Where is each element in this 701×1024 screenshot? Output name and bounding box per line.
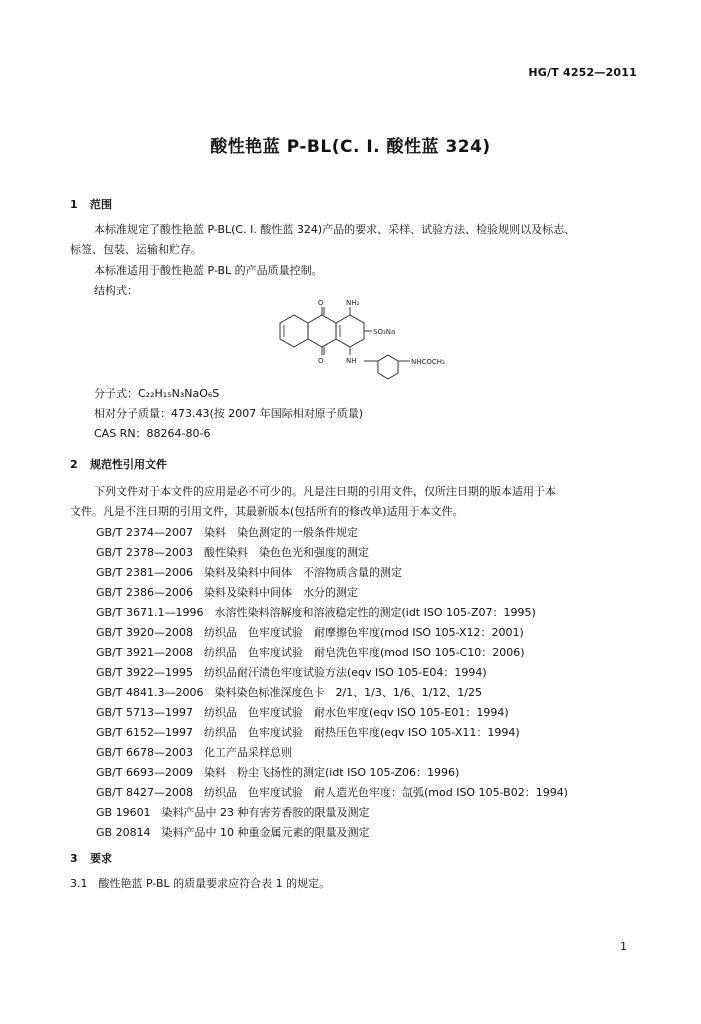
- anilide-ring: [378, 355, 398, 379]
- reference-item: GB/T 6152—1997 纺织品 色牢度试验 耐热压色牢度(eqv ISO 105-X11：1994): [96, 726, 520, 739]
- section-1-heading: [70, 196, 112, 212]
- sulfonate-group: SO₃Na: [373, 328, 396, 336]
- amino-group: NH₂: [346, 299, 360, 307]
- reference-item: GB/T 6678—2003 化工产品采样总则: [96, 746, 292, 759]
- reference-item: GB/T 4841.3—2006 染料染色标准深度色卡 2/1、1/3、1/6、1/12、1/25: [96, 686, 482, 699]
- clause-3-1-text: 酸性艳蓝 P-BL 的质量要求应符合表 1 的规定。: [98, 877, 331, 890]
- section-2-number: 2: [70, 458, 78, 471]
- section-1-title: 范围: [90, 198, 112, 211]
- reference-item: GB/T 3920—2008 纺织品 色牢度试验 耐摩擦色牢度(mod ISO 105-X12：2001): [96, 626, 524, 639]
- molecular-mass: 相对分子质量：473.43(按 2007 年国际相对原子质量): [94, 407, 364, 420]
- standard-number: HG/T 4252—2011: [528, 66, 637, 79]
- page-number: 1: [620, 940, 627, 953]
- reference-item: GB/T 6693—2009 染料 粉尘飞扬性的测定(idt ISO 105-Z06：1996): [96, 766, 460, 779]
- scope-para-2: 本标准适用于酸性艳蓝 P-BL 的产品质量控制。: [94, 264, 323, 277]
- reference-item: GB/T 3671.1—1996 水溶性染料溶解度和溶液稳定性的测定(idt ISO 105-Z07：1995): [96, 606, 536, 619]
- section-2-title: 规范性引用文件: [90, 458, 167, 471]
- imino-group: NH: [346, 357, 357, 365]
- structure-label: 结构式：: [94, 284, 138, 297]
- reference-item: GB/T 3922—1995 纺织品耐汗渍色牢度试验方法(eqv ISO 105-E04：1994): [96, 666, 487, 679]
- reference-item: GB 19601 染料产品中 23 种有害芳香胺的限量及测定: [96, 806, 370, 819]
- section-3-title: 要求: [90, 852, 112, 865]
- references-intro-line-2: 文件。凡是不注日期的引用文件，其最新版本(包括所有的修改单)适用于本文件。: [70, 505, 464, 518]
- reference-item: GB/T 2386—2006 染料及染料中间体 水分的测定: [96, 586, 358, 599]
- clause-3-1-number: 3.1: [70, 877, 88, 890]
- carbonyl-o-top: O: [318, 299, 324, 307]
- scope-para-1-line-1: 本标准规定了酸性艳蓝 P-BL(C. I. 酸性蓝 324)产品的要求、采样、试验方法、检验规则以及标志、: [94, 223, 576, 236]
- scope-para-1-line-2: 标签、包装、运输和贮存。: [70, 243, 202, 256]
- section-3-number: 3: [70, 852, 78, 865]
- section-1-number: 1: [70, 198, 78, 211]
- acetamido-group: NHCOCH₃: [411, 358, 445, 366]
- reference-item: GB/T 8427—2008 纺织品 色牢度试验 耐人造光色牢度：氙弧(mod ISO 105-B02：1994): [96, 786, 568, 799]
- clause-3-1: [70, 874, 330, 894]
- section-2-heading: [70, 456, 167, 472]
- reference-item: GB/T 2374—2007 染料 染色测定的一般条件规定: [96, 526, 358, 539]
- reference-item: GB 20814 染料产品中 10 种重金属元素的限量及测定: [96, 826, 370, 839]
- reference-item: GB/T 5713—1997 纺织品 色牢度试验 耐水色牢度(eqv ISO 105-E01：1994): [96, 706, 509, 719]
- structural-formula: [260, 295, 460, 385]
- cas-number: CAS RN：88264-80-6: [94, 427, 211, 440]
- carbonyl-o-bottom: O: [318, 357, 324, 365]
- central-quinone-ring: [308, 315, 336, 347]
- references-intro-line-1: 下列文件对于本文件的应用是必不可少的。凡是注日期的引用文件，仅所注日期的版本适用于本: [94, 485, 556, 498]
- section-3-heading: [70, 850, 112, 866]
- reference-item: GB/T 3921—2008 纺织品 色牢度试验 耐皂洗色牢度(mod ISO 105-C10：2006): [96, 646, 525, 659]
- reference-item: GB/T 2378—2003 酸性染料 染色色光和强度的测定: [96, 546, 369, 559]
- document-title: 酸性艳蓝 P-BL(C. I. 酸性蓝 324): [210, 137, 491, 157]
- reference-item: GB/T 2381—2006 染料及染料中间体 不溶物质含量的测定: [96, 566, 402, 579]
- molecular-formula: 分子式：C₂₂H₁₅N₃NaO₆S: [94, 387, 220, 400]
